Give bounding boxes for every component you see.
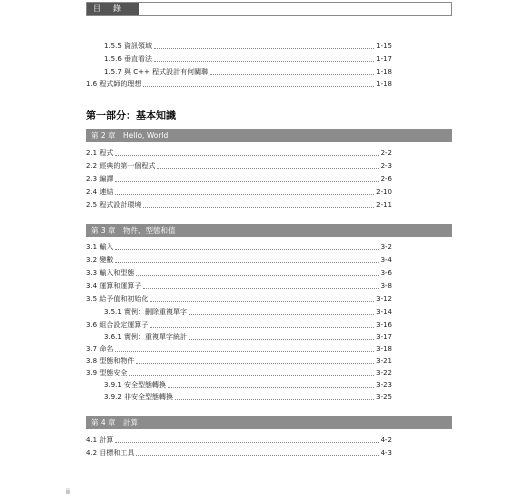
chapter-heading[interactable]: 第 2 章 Hello, World (86, 129, 452, 142)
toc-entry-title: 2.1 程式 (86, 149, 114, 157)
toc-entry-page: 4-3 (380, 449, 392, 457)
leader-dots (115, 249, 378, 250)
toc-entry-page: 1-18 (376, 80, 392, 88)
toc-entry[interactable] (86, 282, 392, 291)
toc-entry-page: 2-3 (380, 162, 392, 170)
header-title: 目 錄 (87, 3, 139, 15)
toc-entry-title: 3.2 變數 (86, 256, 114, 264)
toc-entry-page: 2-6 (380, 175, 392, 183)
leader-dots (157, 168, 378, 169)
toc-entry-title: 3.9 型態安全 (86, 369, 128, 377)
toc-entry-page: 1-17 (376, 55, 392, 63)
toc-entry-page: 2-11 (376, 201, 392, 209)
toc-entry[interactable] (86, 321, 392, 330)
toc-entry-page: 3-21 (376, 357, 392, 365)
toc-entry[interactable] (86, 436, 392, 445)
toc-entry-title: 3.9.1 安全型態轉換 (104, 381, 167, 389)
toc-entry[interactable] (104, 308, 392, 317)
toc-entry[interactable] (104, 393, 392, 402)
toc-entry-page: 2-10 (376, 188, 392, 196)
toc-entry[interactable] (86, 243, 392, 252)
leader-dots (115, 194, 374, 195)
toc-entry[interactable] (86, 269, 392, 278)
toc-entry[interactable] (104, 68, 392, 77)
toc-entry[interactable] (104, 333, 392, 342)
toc-entry-page: 4-2 (380, 436, 392, 444)
toc-entry[interactable] (104, 55, 392, 64)
toc-entry-title: 3.6 組合設定運算子 (86, 321, 149, 329)
toc-entry-page: 1-18 (376, 68, 392, 76)
header-bar (86, 2, 452, 16)
toc-entry-page: 2-2 (380, 149, 392, 157)
leader-dots (115, 351, 374, 352)
leader-dots (115, 262, 378, 263)
toc-entry-page: 3-18 (376, 345, 392, 353)
toc-entry-page: 3-22 (376, 369, 392, 377)
toc-entry-page: 3-8 (380, 282, 392, 290)
leader-dots (143, 207, 374, 208)
leader-dots (143, 288, 378, 289)
toc-entry-page: 1-15 (376, 42, 392, 50)
toc-entry-title: 2.5 程式設計環境 (86, 201, 142, 209)
leader-dots (143, 86, 374, 87)
toc-entry-page: 3-17 (376, 333, 392, 341)
toc-entry-title: 4.2 目標和工具 (86, 449, 135, 457)
toc-entry-title: 3.5.1 實例：刪除重複單字 (104, 308, 188, 316)
toc-entry-title: 3.3 輸入和型態 (86, 269, 135, 277)
toc-entry[interactable] (86, 256, 392, 265)
toc-entry[interactable] (104, 381, 392, 390)
toc-entry[interactable] (86, 295, 392, 304)
leader-dots (189, 314, 374, 315)
toc-entry-page: 3-6 (380, 269, 392, 277)
toc-entry[interactable] (86, 80, 392, 89)
toc-entry-title: 3.5 給予值和初始化 (86, 295, 149, 303)
toc-entry-title: 1.5.5 資訊領域 (104, 42, 153, 50)
toc-entry-title: 4.1 計算 (86, 436, 114, 444)
leader-dots (150, 327, 374, 328)
leader-dots (154, 48, 374, 49)
leader-dots (189, 339, 374, 340)
toc-entry[interactable] (86, 449, 392, 458)
leader-dots (129, 375, 374, 376)
toc-entry[interactable] (86, 175, 392, 184)
toc-entry-title: 1.5.6 垂直看法 (104, 55, 153, 63)
toc-entry-title: 1.6 程式師的理想 (86, 80, 142, 88)
toc-entry-page: 3-12 (376, 295, 392, 303)
chapter-heading[interactable]: 第 4 章 計算 (86, 416, 452, 429)
toc-entry-title: 1.5.7 與 C++ 程式設計有何關聯 (104, 68, 209, 76)
toc-entry-page: 3-2 (380, 243, 392, 251)
toc-entry-title: 3.8 型態和物件 (86, 357, 135, 365)
toc-entry-title: 2.2 經典的第一個程式 (86, 162, 156, 170)
leader-dots (115, 442, 378, 443)
toc-entry[interactable] (104, 42, 392, 51)
leader-dots (168, 387, 374, 388)
leader-dots (115, 181, 378, 182)
leader-dots (136, 275, 378, 276)
toc-entry-page: 3-4 (380, 256, 392, 264)
leader-dots (210, 74, 374, 75)
toc-entry-title: 3.4 運算和運算子 (86, 282, 142, 290)
toc-entry-page: 3-16 (376, 321, 392, 329)
toc-entry[interactable] (86, 162, 392, 171)
toc-entry-title: 3.9.2 非安全型態轉換 (104, 393, 174, 401)
page-number: ii (66, 488, 70, 496)
leader-dots (136, 455, 378, 456)
toc-entry-title: 3.7 命名 (86, 345, 114, 353)
leader-dots (136, 363, 374, 364)
toc-entry[interactable] (86, 345, 392, 354)
toc-entry-title: 3.6.1 實例：重複單字統計 (104, 333, 188, 341)
toc-entry-title: 2.3 編譯 (86, 175, 114, 183)
toc-entry-page: 3-14 (376, 308, 392, 316)
toc-entry-page: 3-25 (376, 393, 392, 401)
toc-entry[interactable] (86, 188, 392, 197)
chapter-heading[interactable]: 第 3 章 物件、型態和值 (86, 224, 452, 237)
toc-entry-page: 3-23 (376, 381, 392, 389)
toc-entry[interactable] (86, 369, 392, 378)
part-heading: 第一部分：基本知識 (86, 111, 176, 122)
toc-entry-title: 3.1 輸入 (86, 243, 114, 251)
leader-dots (150, 301, 374, 302)
leader-dots (115, 155, 378, 156)
toc-entry[interactable] (86, 149, 392, 158)
leader-dots (154, 61, 374, 62)
toc-entry[interactable] (86, 357, 392, 366)
leader-dots (175, 399, 374, 400)
toc-entry[interactable] (86, 201, 392, 210)
toc-entry-title: 2.4 連結 (86, 188, 114, 196)
